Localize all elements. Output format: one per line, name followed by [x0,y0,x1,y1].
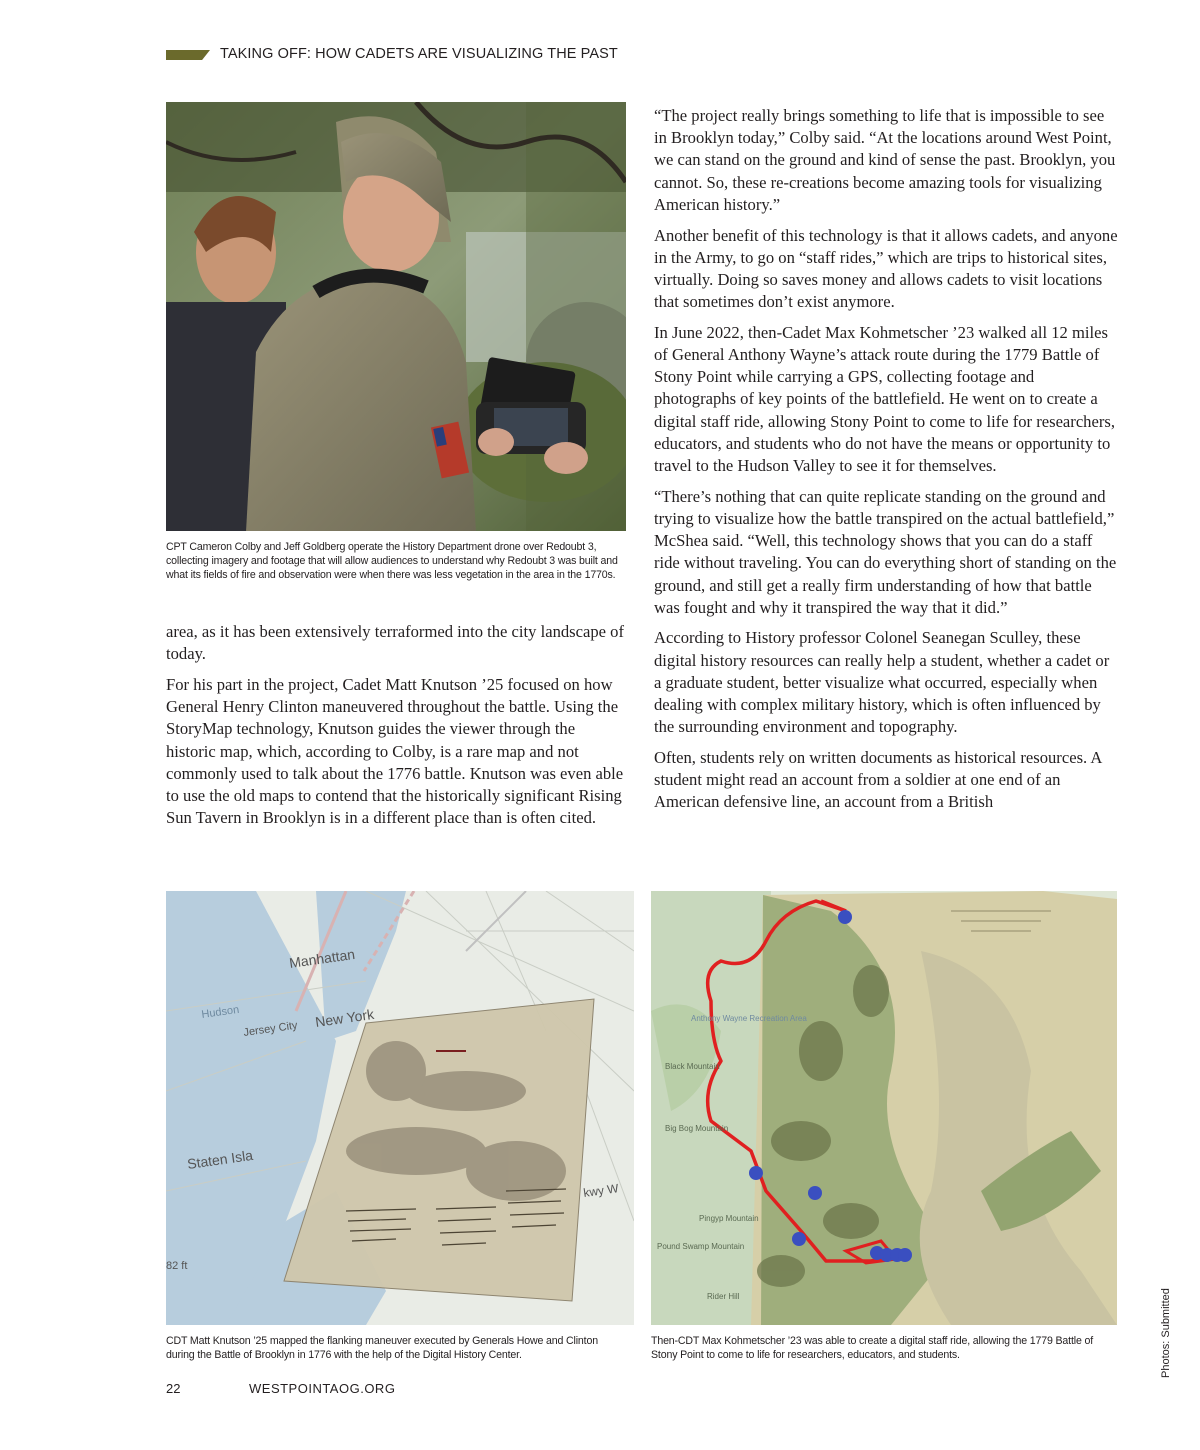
map-label-pound-swamp: Pound Swamp Mountain [657,1242,745,1251]
drone-photo [166,102,626,531]
header-accent-bar [166,50,210,60]
map-label-new-york: New York [314,1005,375,1030]
map-label-rider-hill: Rider Hill [707,1292,740,1301]
map-label-anthony-wayne: Anthony Wayne Recreation Area [691,1014,807,1023]
stony-point-map-caption: Then-CDT Max Kohmetscher ’23 was able to create a digital staff ride, allowing the 1779 Battle of Stony Point to come to life for researchers, educators, and students. [651,1335,1094,1361]
brooklyn-map-caption: CDT Matt Knutson ’25 mapped the flanking maneuver executed by Generals Howe and Clinton during the Battle of Brooklyn in 1776 with the help of the Digital History Center. [166,1335,598,1361]
left-column [166,621,628,838]
right-column [654,105,1120,822]
map-label-staten-island: Staten Isla [186,1146,254,1172]
map-label-big-bog: Big Bog Mountain [665,1124,729,1133]
footer-site-link[interactable]: WESTPOINTAOG.ORG [249,1381,396,1396]
map-label-manhattan: Manhattan [288,945,356,971]
brooklyn-map-image [166,891,634,1325]
right-paragraph: Often, students rely on written documents as historical resources. A student might read an account from a soldier at one end of an American defensive line, an account from a British [654,747,1102,812]
right-paragraph: Another benefit of this technology is that it allows cadets, and anyone in the Army, to go on “staff rides,” which are trips to historical sites, virtually. Doing so saves money and allows cadets to visit locations that sometimes don’t exist anymore. [654,225,1118,312]
photo-credit: Photos: Submitted [1160,1288,1172,1378]
map-label-hudson: Hudson [200,1003,240,1021]
right-paragraph: “The project really brings something to life that is impossible to see in Brooklyn today,” Colby said. “At the locations around West Point, we can stand on the ground and kind of sense the past. Brooklyn, you cannot. So, these re-creations become amazing tools for visualizing American history.” [654,106,1116,214]
map-label-elevation: 82 ft [166,1260,188,1272]
section-title: TAKING OFF: HOW CADETS ARE VISUALIZING THE PAST [220,46,618,62]
map-label-parkway: kwy W [582,1181,620,1200]
stony-point-map-image [651,891,1117,1325]
map-label-pingyp: Pingyp Mountain [699,1214,759,1223]
left-paragraph: For his part in the project, Cadet Matt Knutson ’25 focused on how General Henry Clinton maneuvered throughout the battle. Using the StoryMap technology, Knutson guides the viewer through the historic map, which, according to Colby, is a rare map and not commonly used to talk about the 1776 battle. Knutson was even able to use the old maps to contend that the historically significant Rising Sun Tavern in Brooklyn is in a different place than is often cited. [166,674,624,828]
right-paragraph: According to History professor Colonel Seanegan Sculley, these digital history resources can really help a student, whether a cadet or a graduate student, better visualize what occurred, especially when dealing with complex military history, which is often influenced by the surrounding environment and topography. [654,628,1110,737]
map-label-black-mountain: Black Mountain [665,1062,720,1071]
drone-photo-caption: CPT Cameron Colby and Jeff Goldberg operate the History Department drone over Redoubt 3, collecting imagery and footage that will allow audiences to understand why Redoubt 3 was built and what its fields of fire and observation were when there was less vegetation in the area in the 1770s. [166,541,618,581]
right-paragraph: In June 2022, then-Cadet Max Kohmetscher ’23 walked all 12 miles of General Anthony Wayne’s attack route during the 1779 Battle of Stony Point while carrying a GPS, collecting footage and photographs of key points of the battlefield. He went on to create a digital staff ride, allowing Stony Point to come to life for researchers, educators, and students who do not have the means or opportunity to travel to the Hudson Valley to see it for themselves. [654,322,1115,476]
left-paragraph: area, as it has been extensively terraformed into the city landscape of today. [166,622,624,664]
right-paragraph: “There’s nothing that can quite replicate standing on the ground and trying to visualize how the battle transpired on the actual battlefield,” McShea said. “Well, this technology shows that you can do a staff ride without traveling. You can do everything short of standing on the ground, and still get a really firm understanding of how that battle was fought and why it transpired the way that it did.” [654,486,1117,617]
page-number: 22 [166,1381,181,1396]
map-label-jersey-city: Jersey City [242,1019,299,1039]
